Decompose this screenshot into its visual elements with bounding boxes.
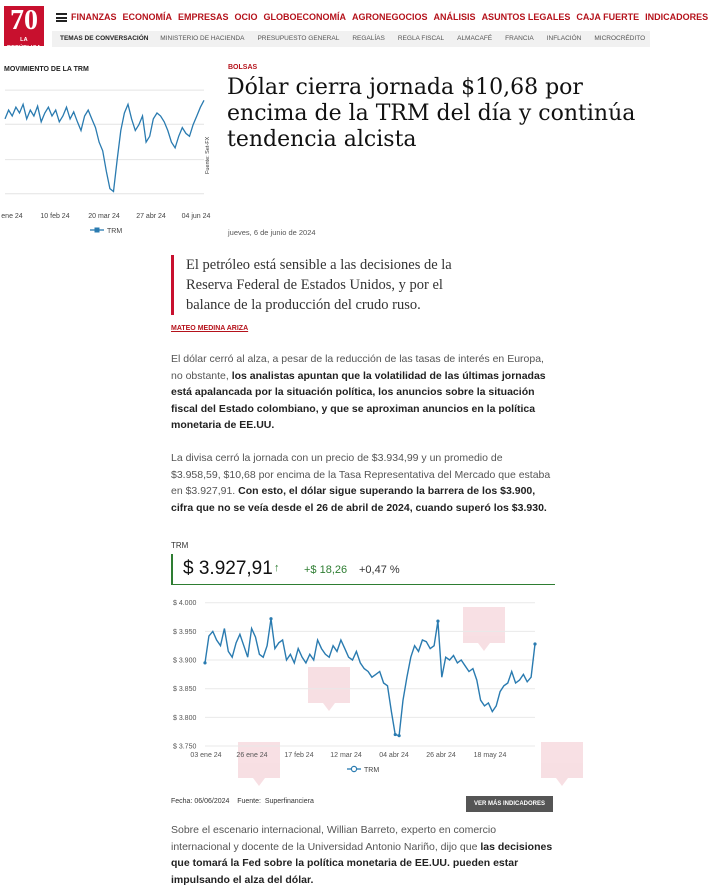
trm-price: $ 3.927,91 — [183, 558, 273, 579]
paragraph-1 — [171, 351, 553, 434]
x-tick-2: 17 feb 24 — [284, 752, 314, 759]
watermark-logo-2 — [238, 742, 280, 786]
watermark-logo-0 — [463, 607, 505, 651]
chart-source — [171, 798, 314, 805]
source-value: Superfinanciera — [264, 798, 314, 805]
mini-chart-title: MOVIMIENTO DE LA TRM — [4, 66, 89, 73]
paragraph-2-text: La divisa cerró la jornada con un precio de $3.934,99 y un promedio de $3.958,59, $10,68 por encima de la Tasa Representativa del Mercado que estaba en $3.927,91. — [171, 452, 551, 497]
arrow-up-icon: ↑ — [274, 562, 280, 574]
nav-item-5[interactable]: AGRONEGOCIOS — [352, 12, 428, 22]
data-point-17 — [269, 617, 272, 620]
headline: Dólar cierra jornada $10,68 por encima de la TRM del día y continúa tendencia alcista — [227, 75, 636, 152]
x-tick-5: 26 abr 24 — [426, 752, 456, 759]
x-tick-1: 26 ene 24 — [236, 752, 268, 759]
mini-x-tick-3: 27 abr 24 — [136, 213, 166, 220]
paragraph-3 — [171, 822, 553, 888]
topic-item-1[interactable]: PRESUPUESTO GENERAL — [257, 35, 340, 42]
mini-x-tick-1: 10 feb 24 — [40, 213, 70, 220]
x-tick-3: 12 mar 24 — [330, 752, 362, 759]
data-point-49 — [394, 733, 397, 736]
legend-label: TRM — [364, 767, 380, 774]
y-tick-5: $ 3.750 — [173, 743, 197, 751]
topic-item-5[interactable]: FRANCIA — [505, 35, 534, 42]
date-label: Fecha: — [171, 798, 193, 805]
trm-chart[interactable] — [163, 592, 557, 780]
y-tick-2: $ 3.900 — [173, 657, 197, 665]
nav-item-2[interactable]: EMPRESAS — [178, 12, 229, 22]
main-nav — [71, 12, 714, 22]
topic-item-0[interactable]: MINISTERIO DE HACIENDA — [160, 35, 245, 42]
nav-item-7[interactable]: ASUNTOS LEGALES — [481, 12, 571, 22]
nav-item-9[interactable]: INDICADORES — [645, 12, 709, 22]
logo-number: 70 — [10, 5, 38, 36]
paragraph-3-bold: las decisiones que tomará la Fed sobre la política monetaria de EE.UU. pueden estar impulsando el alza del dólar. — [171, 840, 553, 886]
topic-item-4[interactable]: ALMACAFÉ — [457, 35, 493, 42]
nav-item-0[interactable]: FINANZAS — [71, 12, 117, 22]
x-tick-6: 18 may 24 — [473, 752, 507, 759]
watermark-logo-3 — [541, 742, 583, 786]
lead-quote: El petróleo está sensible a las decisiones de la Reserva Federal de Estados Unidos, y por el balance de la producción del crudo ruso. — [171, 255, 486, 315]
section-tag[interactable]: BOLSAS — [228, 64, 258, 71]
topics-bar — [52, 31, 650, 47]
nav-item-4[interactable]: GLOBOECONOMÍA — [263, 12, 347, 22]
trm-percent: +0,47 % — [359, 564, 400, 576]
y-tick-3: $ 3.850 — [173, 686, 197, 694]
topic-item-2[interactable]: REGALÍAS — [352, 35, 385, 42]
data-point-0 — [203, 661, 206, 664]
date-value: 06/06/2024 — [194, 798, 230, 805]
paragraph-1-text: El dólar cerró al alza, a pesar de la reducción de las tasas de interés en Europa, no obstante, — [171, 353, 544, 382]
mini-legend-label: TRM — [107, 228, 123, 235]
more-indicators-button[interactable]: VER MÁS INDICADORES — [466, 796, 553, 812]
logo-subtitle: LA REPÚBLICA — [7, 37, 41, 51]
topic-item-6[interactable]: INFLACIÓN — [546, 35, 582, 42]
y-tick-4: $ 3.800 — [173, 714, 197, 722]
paragraph-1-bold: los analistas apuntan que la volatilidad de las últimas jornadas está apalancada por la situación política, los anuncios sobre la situación fiscal del Estado colombiano, y que se aproximan anuncios en la política monetaria de EE.UU. — [171, 369, 546, 431]
logo[interactable] — [4, 5, 44, 51]
author-link[interactable]: MATEO MEDINA ARIZA — [171, 325, 249, 332]
paragraph-3-text: Sobre el escenario internacional, Willian Barreto, experto en comercio internacional y docente de la Universidad Antonio Nariño, dijo que — [171, 824, 497, 853]
trm-quote-box — [171, 554, 555, 585]
trm-label: TRM — [171, 541, 189, 550]
legend-marker — [351, 766, 356, 771]
nav-item-3[interactable]: OCIO — [234, 12, 258, 22]
topic-item-3[interactable]: REGLA FISCAL — [397, 35, 445, 42]
mini-x-tick-4: 04 jun 24 — [181, 213, 211, 220]
mini-series-line-trm — [5, 100, 204, 191]
nav-item-6[interactable]: ANÁLISIS — [433, 12, 476, 22]
mini-trm-chart[interactable] — [0, 78, 212, 238]
topic-item-7[interactable]: MICROCRÉDITO — [594, 35, 646, 42]
data-point-60 — [436, 619, 439, 622]
x-tick-0: 03 ene 24 — [190, 752, 222, 759]
data-point-50 — [398, 734, 401, 737]
paragraph-2 — [171, 450, 553, 516]
y-tick-1: $ 3.950 — [173, 628, 197, 636]
nav-item-8[interactable]: CAJA FUERTE — [576, 12, 640, 22]
mini-x-tick-2: 20 mar 24 — [88, 213, 120, 220]
mini-source-label: Fuente: Set-FX — [205, 136, 211, 174]
hamburger-menu-icon[interactable] — [56, 13, 67, 22]
paragraph-2-bold: Con esto, el dólar sigue superando la barrera de los $3.900, cifra que no se veía desde el 26 de abril de 2024, cuando superó los $3.930. — [171, 485, 547, 514]
mini-legend-marker — [95, 228, 100, 233]
topics-label: TEMAS DE CONVERSACIÓN — [60, 35, 149, 42]
article-date: jueves, 6 de junio de 2024 — [228, 228, 316, 237]
source-label: Fuente: — [237, 798, 261, 805]
mini-x-tick-0: ene 24 — [1, 213, 23, 220]
x-tick-4: 04 abr 24 — [379, 752, 409, 759]
trm-change: +$ 18,26 — [304, 564, 348, 576]
y-tick-0: $ 4.000 — [173, 600, 197, 608]
nav-item-1[interactable]: ECONOMÍA — [122, 12, 172, 22]
data-point-85 — [533, 642, 536, 645]
